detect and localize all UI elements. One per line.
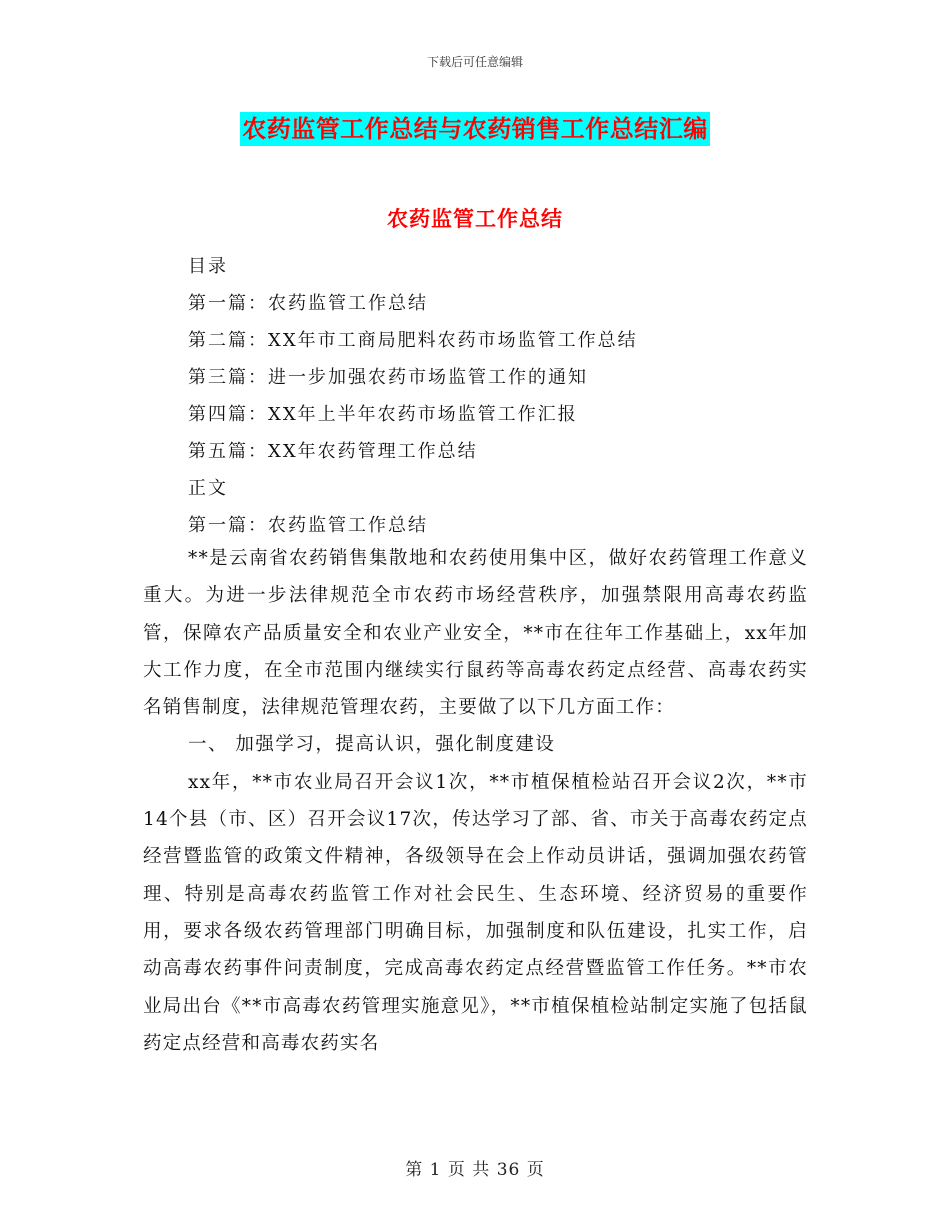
toc-heading: 目录: [188, 256, 228, 277]
article-title: 第一篇：农药监管工作总结: [188, 515, 428, 536]
toc-item: 第二篇：XX年市工商局肥料农药市场监管工作总结: [188, 330, 638, 351]
toc-item: 第四篇：XX年上半年农药市场监管工作汇报: [188, 404, 578, 425]
section-heading: 一、 加强学习，提高认识，强化制度建设: [188, 734, 556, 756]
toc-item: 第三篇：进一步加强农药市场监管工作的通知: [188, 367, 588, 388]
paragraph: xx年，**市农业局召开会议1次，**市植保植检站召开会议2次，**市14个县（市、区）召开会议17次，传达学习了部、省、市关于高毒农药定点经营暨监管的政策文件精神，各级领导在会上作动员讲话，强调加强农药管理、特别是高毒农药监管工作对社会民生、生态环境、经济贸易的重要作用，要求各级农药管理部门明确目标，加强制度和队伍建设，扎实工作，启动高毒农药事件问责制度，完成高毒农药定点经营暨监管工作任务。**市农业局出台《**市高毒农药管理实施意见》，**市植保植检站制定实施了包括鼠药定点经营和高毒农药实名: [143, 771, 808, 1054]
body-heading: 正文: [188, 478, 228, 499]
sub-title: 农药监管工作总结: [387, 207, 563, 231]
paragraph: **是云南省农药销售集散地和农药使用集中区，做好农药管理工作意义重大。为进一步法律规范全市农药市场经营秩序，加强禁限用高毒农药监管，保障农产品质量安全和农业产业安全，**市在往年工作基础上，xx年加大工作力度，在全市范围内继续实行鼠药等高毒农药定点经营、高毒农药实名销售制度，法律规范管理农药，主要做了以下几方面工作：: [143, 548, 808, 719]
toc-item: 第五篇：XX年农药管理工作总结: [188, 441, 478, 462]
main-title-container: [0, 112, 950, 146]
body-text: [143, 540, 808, 1062]
page-footer: 第 1 页 共 36 页: [405, 1160, 545, 1180]
table-of-contents: [188, 248, 828, 544]
header-note: 下载后可任意编辑: [426, 55, 523, 69]
toc-item: 第一篇：农药监管工作总结: [188, 293, 428, 314]
main-title: 农药监管工作总结与农药销售工作总结汇编: [240, 112, 710, 146]
